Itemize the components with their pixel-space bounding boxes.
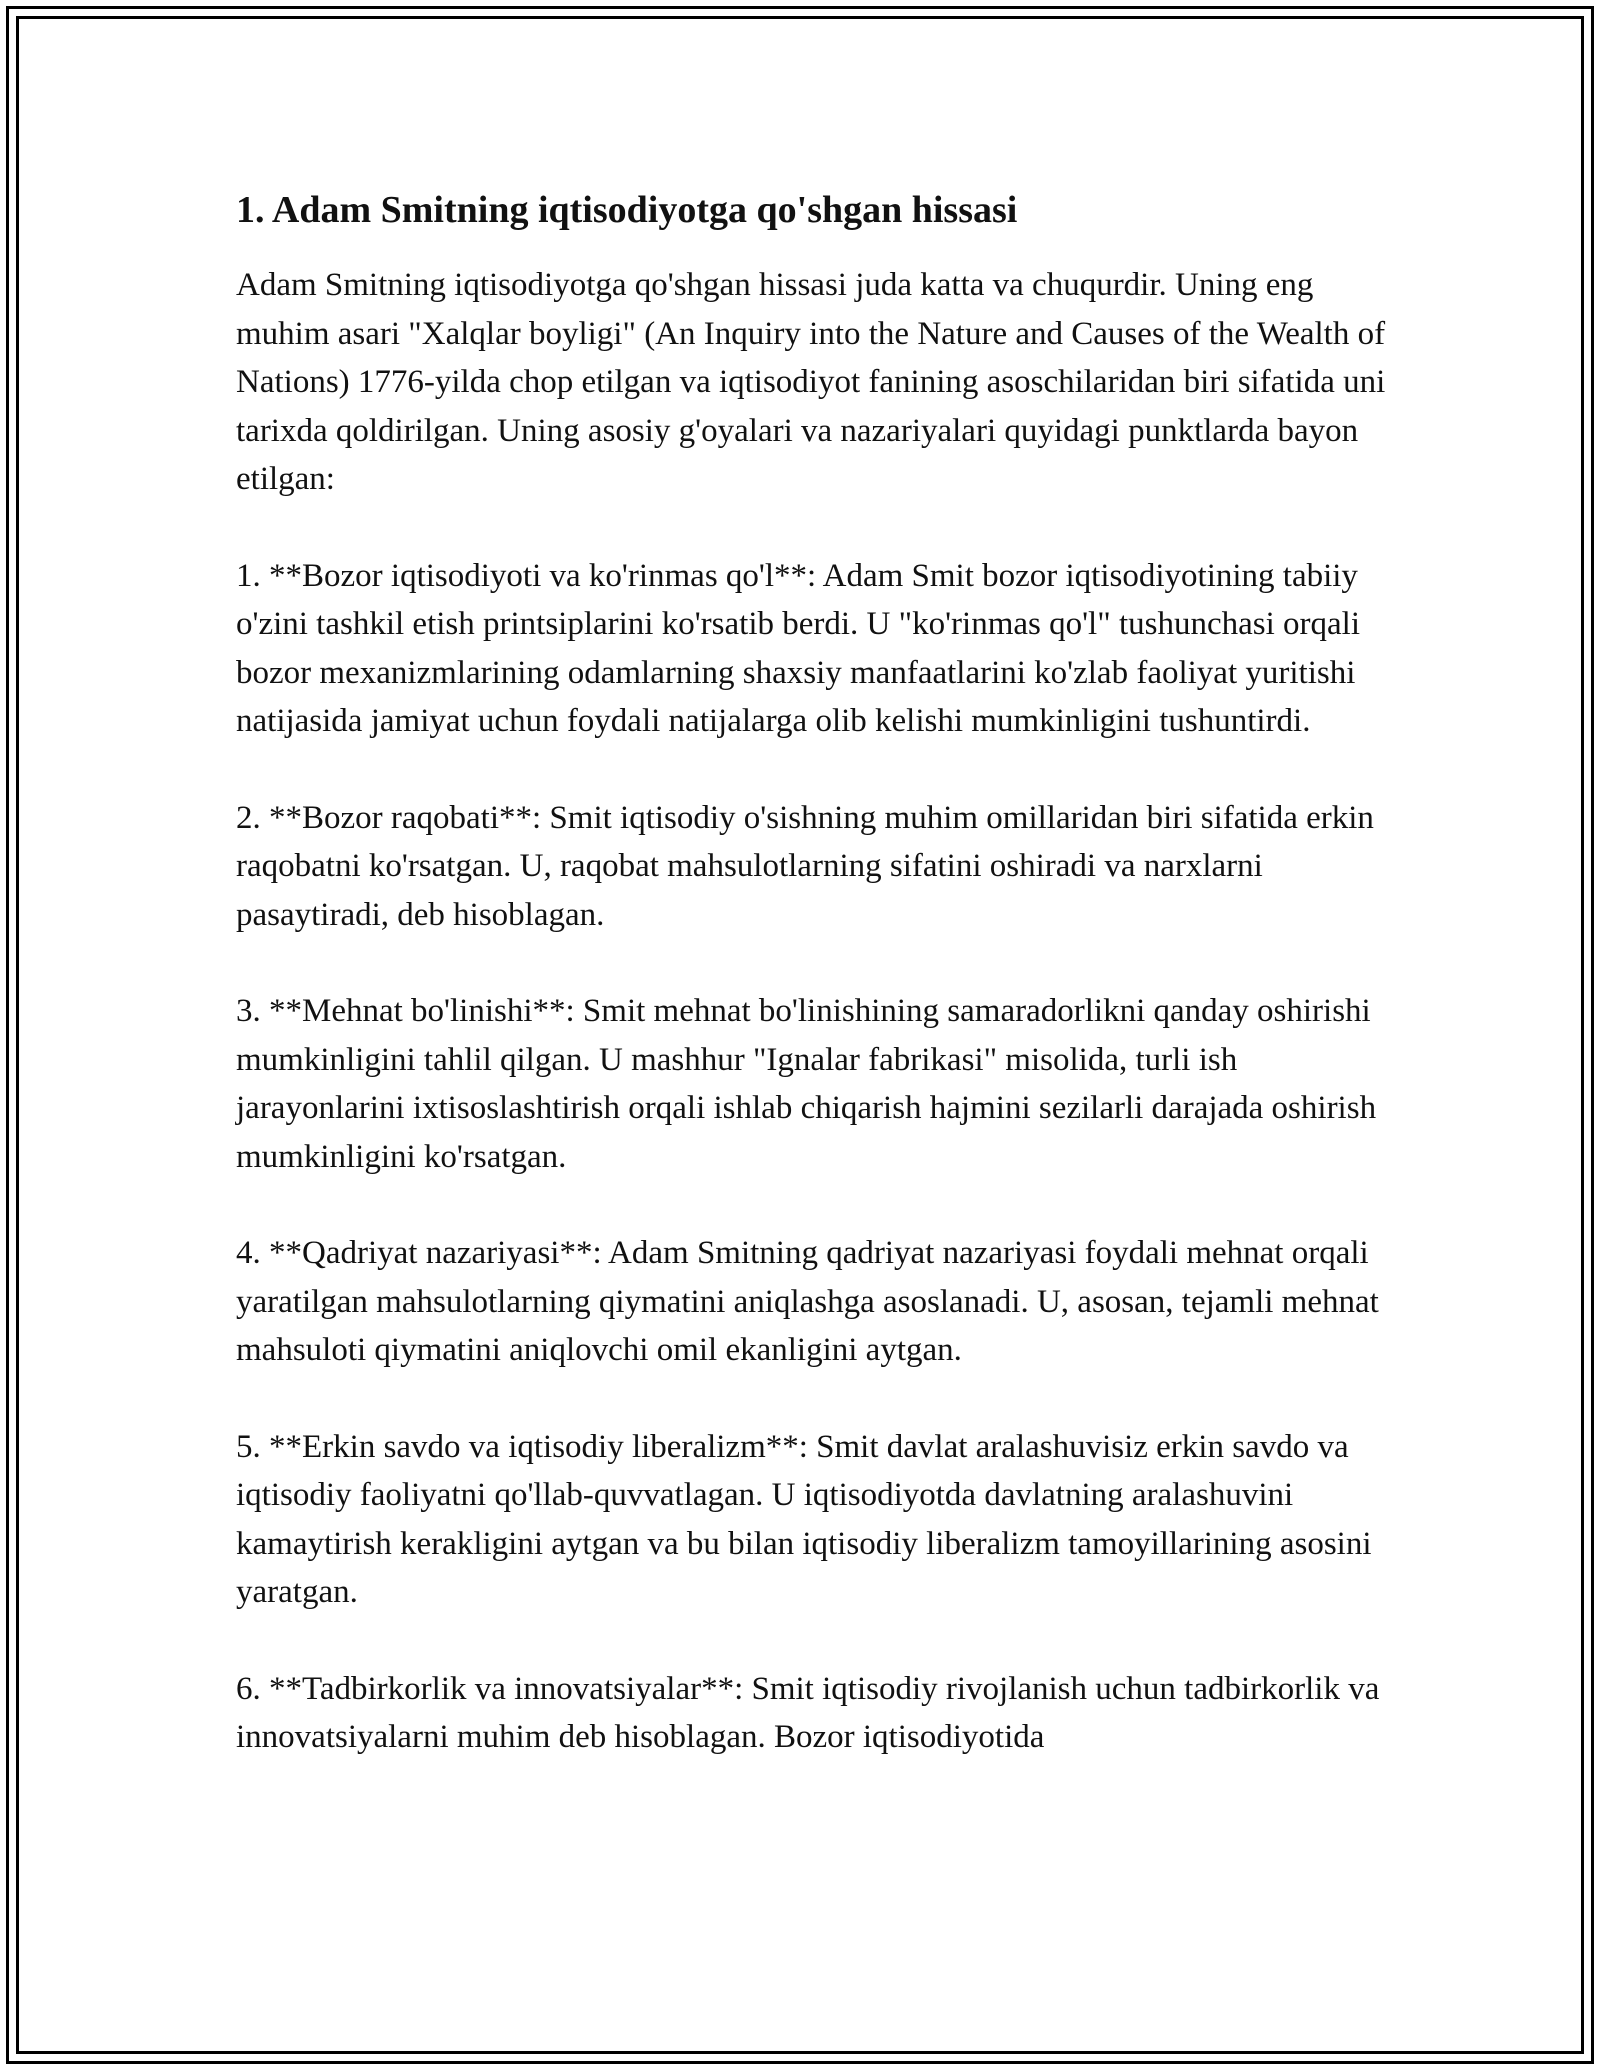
- point-6-paragraph: 6. **Tadbirkorlik va innovatsiyalar**: Smit iqtisodiy rivojlanish uchun tadbirkorlik va innovatsiyalarni muhim deb hisoblagan. Bozor iqtisodiyotida: [236, 1670, 1380, 1756]
- document-title: 1. Adam Smitning iqtisodiyotga qo'shgan hissasi: [236, 189, 1018, 231]
- point-5-paragraph: 5. **Erkin savdo va iqtisodiy liberalizm**: Smit davlat aralashuvisiz erkin savdo va iqtisodiy faoliyatni qo'llab-quvvatlagan. U iqtisodiyotda davlatning aralashuvini kamaytirish kerakligini aytgan va bu bilan iqtisodiy liberalizm tamoyillarining asosini yaratgan.: [236, 1428, 1372, 1611]
- point-4-paragraph: 4. **Qadriyat nazariyasi**: Adam Smitning qadriyat nazariyasi foydali mehnat orqali yaratilgan mahsulotlarning qiymatini aniqlashga asoslanadi. U, asosan, tejamli mehnat mahsuloti qiymatini aniqlovchi omil ekanligini aytgan.: [236, 1235, 1379, 1369]
- intro-paragraph: Adam Smitning iqtisodiyotga qo'shgan hissasi juda katta va chuqurdir. Uning eng muhim asari "Xalqlar boyligi" (An Inquiry into the Nature and Causes of the Wealth of Nations) 1776-yilda chop etilgan va iqtisodiyot fanining asoschilaridan biri sifatida uni tarixda qoldirilgan. Uning asosiy g'oyalari va nazariyalari quyidagi punktlarda bayon etilgan:: [236, 267, 1386, 498]
- point-1-paragraph: 1. **Bozor iqtisodiyoti va ko'rinmas qo'l**: Adam Smit bozor iqtisodiyotining tabiiy o'zini tashkil etish printsiplarini ko'rsatib berdi. U "ko'rinmas qo'l" tushunchasi orqali bozor mexanizmlarining odamlarning shaxsiy manfaatlarini ko'zlab faoliyat yuritishi natijasida jamiyat uchun foydali natijalarga olib kelishi mumkinligini tushuntirdi.: [236, 557, 1360, 740]
- point-3-paragraph: 3. **Mehnat bo'linishi**: Smit mehnat bo'linishining samaradorlikni qanday oshirishi mumkinligini tahlil qilgan. U mashhur "Ignalar fabrikasi" misolida, turli ish jarayonlarini ixtisoslashtirish orqali ishlab chiqarish hajmini sezilarli darajada oshirish mumkinligini ko'rsatgan.: [236, 993, 1377, 1175]
- document-body: [236, 186, 1386, 1810]
- point-2-paragraph: 2. **Bozor raqobati**: Smit iqtisodiy o'sishning muhim omillaridan biri sifatida erkin raqobatni ko'rsatgan. U, raqobat mahsulotlarning sifatini oshiradi va narxlarni pasaytiradi, deb hisoblagan.: [236, 799, 1374, 933]
